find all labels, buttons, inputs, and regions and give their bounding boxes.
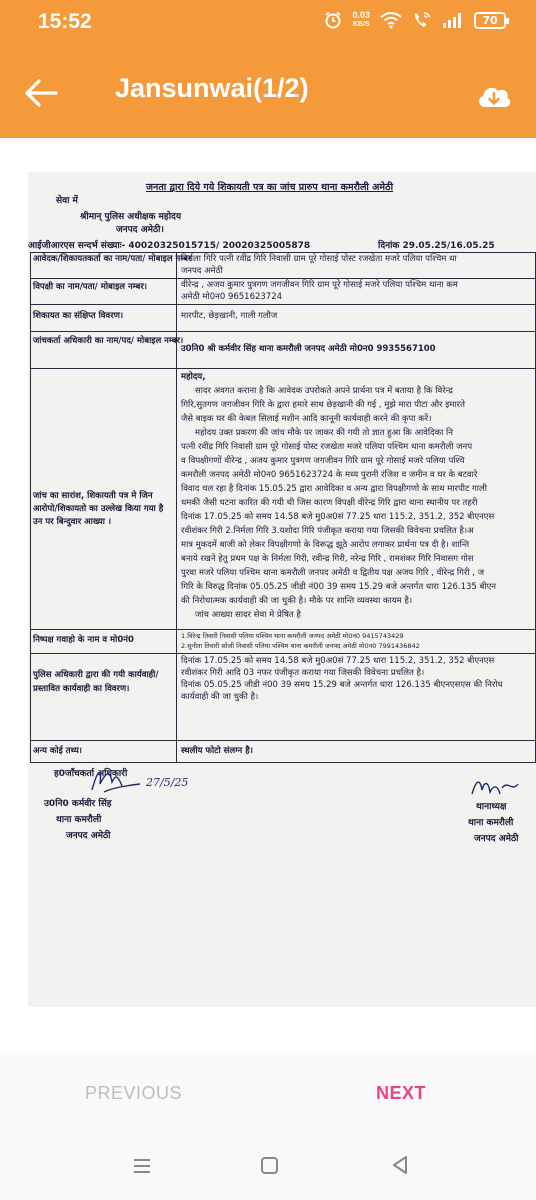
- row-value-line: मारपीट, छेड़खानी, गाली गलौज: [181, 311, 278, 321]
- signal-icon: [442, 12, 464, 28]
- row-value-line: स्थलीय फोटो संलग्न है।: [181, 746, 253, 756]
- summary-line: कमरौली जनपद अमेठी मो0न0 9651623724 के मध्य पुरानी रंजिश व जमीन व घर के बटवारे: [181, 470, 478, 480]
- summary-line: गिरि,सुतगण जगजीवन गिरि के द्वारा हमारे साथ छेड़खानी की गई , मुझे मारा पीटा और इमारते: [181, 400, 465, 410]
- signature-date: 27/5/25: [146, 776, 189, 789]
- next-button[interactable]: NEXT: [376, 1083, 427, 1103]
- footer-right-line: थानाध्यक्ष: [476, 802, 507, 812]
- summary-line: दिनांक 17.05.25 को समय 14.58 बजे मु0अ0सं 77.25 धारा 115.2, 351.2, 352 बीएनएस: [181, 512, 495, 522]
- witness-line: 1.विरेन्द्र तिवारी निवासी पलिया पश्चिम थाना कमरौली जनपद अमेठी मो0न0 9415743429: [181, 632, 404, 640]
- footer-right-line: जनपद अमेठी: [474, 834, 519, 844]
- row-value-line: कार्यवाही की जा चुकी है।: [181, 692, 259, 702]
- row-value-line: रवीशंकर गिरी आदि 03 नफर पंजीकृत कराया गया जिसकी विवेचना प्रचलित है।: [181, 668, 425, 678]
- table-divider: [176, 252, 177, 763]
- reference-number: आईजीआरएस सन्दर्भ संख्याः- 40020325015715/ 20020325005878: [28, 241, 311, 251]
- summary-line: गिरि के विरुद्ध दिनांक 05.05.25 जीडी नं00 39 समय 15.29 बजे अन्तर्गत धारा 126.135 बीएन: [181, 582, 497, 592]
- document-viewer[interactable]: [0, 138, 536, 1055]
- row-label-witnesses: निष्पक्ष गवाहो के नाम व मो0नं0: [33, 635, 134, 645]
- row-label-applicant: आवेदक/शिकायतकर्ता का नाम/पता/ मोबाइल नम्बर: [33, 254, 192, 264]
- wifi-icon: [380, 12, 402, 29]
- call-icon: [412, 11, 432, 29]
- row-value-line: अमेठी मो0न0 9651623724: [181, 292, 283, 302]
- row-label-investigator: जांचकर्ता अधिकारी का नाम/पद/ मोबाइल नम्बर।: [33, 336, 184, 346]
- summary-line: बनाये रखने हेतु प्रथम पक्ष के निर्मला गिरी, रवीन्द्र गिरी, नरेन्द्र गिरि , रामशंकर गिरि निवासग गोस: [181, 554, 474, 564]
- row-label-other-facts: अन्य कोई तथ्य।: [33, 746, 83, 756]
- row-value-line: दिनांक 17.05.25 को समय 14.58 बजे मु0अ0सं 77.25 धारा 115.2, 351.2, 352 बीएनएस: [181, 656, 495, 666]
- row-value-line: उ0नि0 श्री कर्मवीर सिंह थाना कमरौली जनपद अमेठी मो0न0 9935567100: [181, 344, 436, 354]
- arrow-left-icon[interactable]: [22, 74, 60, 112]
- witness-line: 2.सुनीता तिवारी सोजी निवासी पलिया पश्चिम थाना कमरौली जनपद अमेठी मो0न0 7991436842: [181, 642, 420, 650]
- status-time: 15:52: [38, 10, 92, 33]
- footer-left-line: थाना कमरौली: [56, 815, 102, 825]
- footer-right-line: थाना कमरौली: [468, 818, 514, 828]
- cloud-download-icon[interactable]: [474, 76, 514, 116]
- battery-indicator: 70: [474, 12, 506, 29]
- summary-line: महोदय उक्त प्रकरण की जांच मौके पर जाकर की गयी तो ज्ञात हुआ कि आवेदिका नि: [195, 428, 453, 438]
- summary-line: धमकी जैसी घटना कारित की गयी थी जिस कारण विपक्षी वीरेन्द्र गिरि द्वारा थाना स्थानीय पर तहरी: [181, 498, 478, 508]
- summary-line: मात्र मुकदमें बाजी को लेकर विपक्षीगणो के विरूद्ध झूठे आरोप लगाकर प्रार्थना पत्र दी है। शान्ति: [181, 540, 470, 550]
- previous-button[interactable]: PREVIOUS: [85, 1083, 183, 1103]
- menu-icon[interactable]: [133, 1157, 151, 1175]
- row-label-opposite-party: विपक्षी का नाम/पता/ मोबाइल नम्बर।: [33, 282, 148, 292]
- net-speed-unit: KB/S: [352, 21, 370, 28]
- system-navigation-bar: [0, 1135, 536, 1200]
- summary-line: पत्नी रवींद्र गिरि निवासी ग्राम पूरे गोसाई पोस्ट रजखेता मजरे पलिया पश्चिम थाना कमरौली जनप: [181, 442, 473, 452]
- row-label-investigation-summary: जांच का सारांश, शिकायती पत्र मे जिन आरोपो/शिकायतो का उल्लेख किया गया है उन पर बिन्दुवार आख्या ।: [33, 491, 164, 527]
- footer-left-line: ह0जाँचकर्ता अधिकारी: [54, 769, 128, 779]
- row-value-line: वीरेन्द्र , अजय कुमार पुत्रगण जगजीवन गिरि ग्राम पूरे गोसाई मजरे पलिया पश्चिम थाना कम: [181, 280, 458, 290]
- row-label-police-action: पुलिस अधिकारी द्वारा की गयी कार्यवाही/प्रस्तावित कार्यवाही का विवरण।: [33, 670, 159, 694]
- home-icon[interactable]: [261, 1157, 278, 1174]
- document-date: दिनांक 29.05.25/16.05.25: [378, 241, 495, 251]
- sho-signature: [468, 770, 528, 802]
- row-value-line: दिनांक 05.05.25 जीडी नं00 39 समय 15.29 बजे अन्तर्गत धारा 126.135 बीएनएसएस की निरोध: [181, 680, 503, 690]
- summary-line: रवीशंकर गिरी 2.निर्मला गिरि 3.यशोदा गिरि पंजीकृत कराया गया जिसकी विवेचना प्रचलित है।अ: [181, 526, 474, 536]
- summary-line: महोदय,: [181, 372, 206, 382]
- summary-line: की निरोधात्मक कार्यवाही की जा चुकी है। मौके पर शान्ति व्यवस्था कायम है।: [181, 596, 413, 606]
- pager-bar: [0, 1055, 536, 1135]
- investigator-signature: [88, 764, 148, 796]
- summary-line: व विपक्षीगणों वीरेन्द्र , अजय कुमार पुत्रगण जगजीवन गिरि ग्राम पूरे गोसाई मजरे पलिया पश्चि: [181, 456, 465, 466]
- salutation: सेवा में: [56, 196, 78, 206]
- net-speed: [352, 11, 370, 29]
- summary-line: सादर अवगत कराना है कि आवेदक उपरोकते अपने प्रार्थना पत्र में बताया है कि विरेन्द्र: [195, 386, 453, 396]
- page-title: Jansunwai(1/2): [115, 73, 309, 103]
- status-bar: [0, 0, 536, 46]
- alarm-icon: [324, 11, 342, 29]
- app-bar: [0, 46, 536, 138]
- summary-line: जैसे बाइक घर की केबल सिलाई मशीन आदि कानूनी कार्यवाही करने की कृपा करें।: [181, 414, 432, 424]
- row-label-complaint-summary: शिकायत का संक्षिप्त विवरण।: [33, 311, 124, 321]
- summary-line: पुरवा मजरे पलिया पश्चिम थाना कमरौली जनपद अमेठी व द्वितीय पक्ष अजय गिरि , वीरेन्द्र गिरी , ज: [181, 568, 484, 578]
- complaint-report-page: [28, 172, 536, 1007]
- net-speed-value: 0.03: [352, 10, 370, 20]
- footer-left-line: जनपद अमेठी: [66, 831, 111, 841]
- document-heading: जनता द्वारा दिये गये शिकायती पत्र का जांच प्रारुप थाना कमरौली अमेठी: [146, 182, 394, 193]
- footer-left-line: उ0नि0 कर्मवीर सिंह: [44, 799, 112, 809]
- summary-line: जांच आख्या सादर सेवा मे प्रेषित है: [195, 610, 301, 620]
- addressee-line-1: श्रीमान् पुलिस अधीक्षक महोदय: [80, 212, 182, 222]
- row-value-line: निर्मला गिरि पत्नी रवींद्र गिरि निवासी ग्राम पूरे गोसाई पोस्ट रजखेता मजरे पलिया पश्चिम था: [181, 254, 457, 264]
- triangle-back-icon[interactable]: [391, 1155, 409, 1175]
- summary-line: विवाद चल रहा है दिनांक 15.05.25 द्वारा आवेदिका व अन्य द्वारा विपक्षीगणो के साथ मारपीट गाली: [181, 484, 487, 494]
- status-icons: [324, 11, 506, 29]
- row-value-line: जनपद अमेठी: [181, 266, 223, 276]
- addressee-line-2: जनपद अमेठी।: [116, 225, 164, 235]
